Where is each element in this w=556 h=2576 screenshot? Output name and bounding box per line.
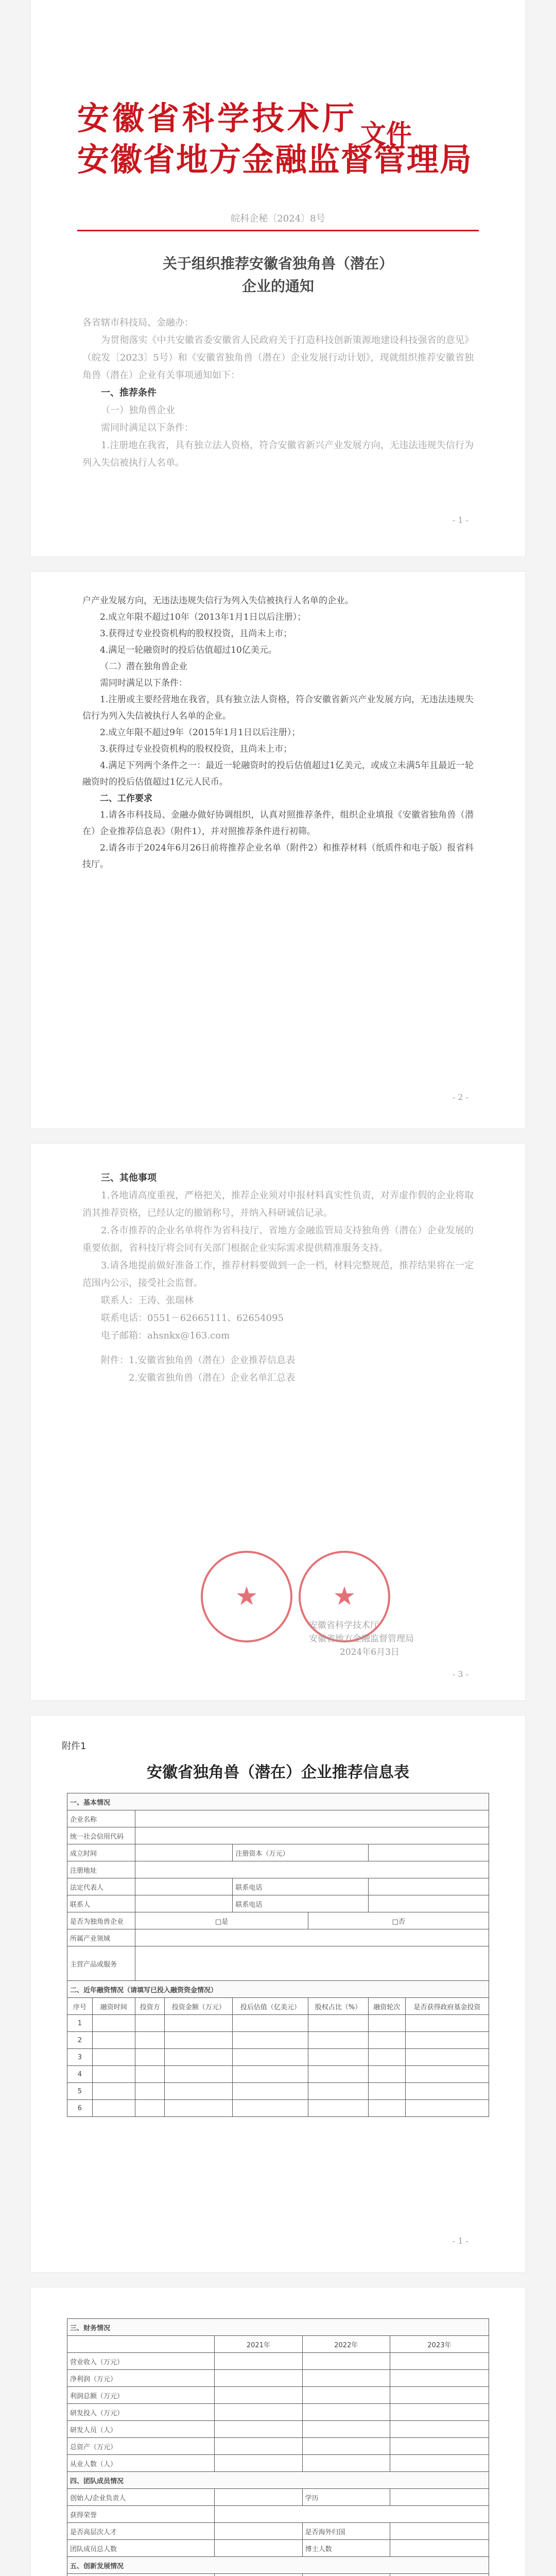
financing-cell[interactable] — [406, 2032, 489, 2049]
document-page-4 — [31, 1716, 525, 2272]
financing-cell[interactable] — [165, 2083, 233, 2100]
financial-value[interactable] — [390, 2455, 489, 2472]
field-label: 联系电话 — [233, 1878, 368, 1895]
field-label: 博士人数 — [302, 2540, 390, 2557]
financing-column-header: 股权占比（%） — [308, 1998, 368, 2015]
official-seal-1: ★ — [201, 1551, 292, 1642]
page-number: - 1 - — [452, 2236, 468, 2246]
field-label: 学历 — [302, 2489, 390, 2506]
financing-cell[interactable] — [135, 2083, 165, 2100]
document-page-3 — [31, 1144, 525, 1700]
document-page-5 — [31, 2287, 525, 2576]
financial-item: 研发人员（人） — [67, 2421, 215, 2438]
financing-column-header: 是否获得政府基金投资 — [406, 1998, 489, 2015]
intro-paragraph: 为贯彻落实《中共安徽省委安徽省人民政府关于打造科技创新策源地建设科技强省的意见》（皖发〔2023〕5号）和《安徽省独角兽（潜在）企业发展行动计划》，现就组织推荐安徽省独角兽（潜在）企业有关事项通知如下： — [82, 335, 474, 381]
financing-row — [67, 2066, 489, 2083]
financial-value[interactable] — [302, 2455, 390, 2472]
page-number: - 1 - — [452, 515, 468, 525]
notice-title-line-1: 关于组织推荐安徽省独角兽（潜在） — [162, 255, 393, 272]
requirement-text: 2.请各市于2024年6月26日前将推荐企业名单（附件2）和推荐材料（纸质件和电子版）报省科技厅。 — [82, 843, 474, 870]
header-line-2: 安徽省地方金融监督管理局 — [77, 141, 473, 178]
condition-text: 4.满足下列两个条件之一：最近一轮融资时的投后估值超过1亿美元，或成立未满5年且最近一轮融资时的投后估值超过1亿元人民币。 — [82, 760, 474, 787]
contact-label: 联系人： — [101, 1295, 138, 1306]
option-no[interactable]: □否 — [308, 1912, 489, 1929]
document-page-1 — [31, 0, 525, 556]
financing-cell[interactable] — [92, 2032, 135, 2049]
red-divider — [77, 230, 479, 231]
year-header: 2021年 — [215, 2336, 302, 2353]
condition-text: 1.注册地在我省，具有独立法人资格，符合安徽省新兴产业发展方向，无违法违规失信行为列入失信被执行人名单。 — [82, 440, 474, 468]
financing-cell[interactable] — [165, 2100, 233, 2117]
financial-item: 营业收入（万元） — [67, 2353, 215, 2370]
subsection-heading-1: （一）独角兽企业 — [101, 405, 175, 416]
field-value[interactable] — [368, 1878, 489, 1895]
financing-cell[interactable] — [92, 2083, 135, 2100]
field-value[interactable] — [135, 1946, 489, 1981]
field-value[interactable] — [390, 2489, 489, 2506]
financial-row — [67, 2387, 489, 2404]
financial-item: 总资产（万元） — [67, 2438, 215, 2455]
financing-cell[interactable] — [165, 2032, 233, 2049]
email-label: 电子邮箱： — [101, 1330, 147, 1341]
financial-value[interactable] — [302, 2421, 390, 2438]
field-label: 获得荣誉 — [67, 2506, 215, 2523]
financing-column-header: 序号 — [67, 1998, 93, 2015]
condition-text: 2.成立年限不超过9年（2015年1月1日以后注册）； — [100, 727, 301, 738]
row-index: 1 — [67, 2015, 93, 2032]
field-label: 注册资本（万元） — [233, 1844, 368, 1861]
page-number: - 3 - — [452, 1669, 468, 1679]
financial-value[interactable] — [302, 2370, 390, 2387]
row-index: 3 — [67, 2049, 93, 2066]
financing-cell[interactable] — [233, 2100, 308, 2117]
financial-value[interactable] — [390, 2421, 489, 2438]
field-label: 注册地址 — [67, 1861, 135, 1878]
form-title: 安徽省独角兽（潜在）企业推荐信息表 — [147, 1764, 409, 1782]
official-seal-2: ★ — [299, 1551, 390, 1642]
field-label — [67, 2574, 215, 2576]
notice-title-line-2: 企业的通知 — [241, 278, 314, 295]
financial-item: 研发投入（万元） — [67, 2404, 215, 2421]
field-value[interactable] — [368, 1844, 489, 1861]
financing-cell[interactable] — [368, 2049, 405, 2066]
financial-item: 利润总额（万元） — [67, 2387, 215, 2404]
financing-cell[interactable] — [233, 2015, 308, 2032]
phone: 0551－62665111、62654095 — [147, 1313, 284, 1324]
field-value[interactable] — [135, 1878, 233, 1895]
financing-cell[interactable] — [368, 2032, 405, 2049]
financing-cell[interactable] — [135, 2049, 165, 2066]
field-value[interactable] — [390, 2523, 489, 2540]
attachment-label: 附件： — [101, 1355, 129, 1366]
year-header: 2023年 — [390, 2336, 489, 2353]
financial-form-table — [67, 2318, 489, 2576]
financing-row — [67, 2032, 489, 2049]
financial-value[interactable] — [390, 2404, 489, 2421]
financing-row — [67, 2100, 489, 2117]
field-label: 统一社会信用代码 — [67, 1827, 135, 1844]
header-suffix: 文件 — [360, 118, 412, 149]
field-label — [302, 2574, 390, 2576]
attachment-number: 附件1 — [62, 1741, 86, 1752]
financial-item: 净利润（万元） — [67, 2370, 215, 2387]
field-value[interactable] — [135, 1810, 489, 1827]
subsection-note: 需同时满足以下条件： — [100, 678, 187, 688]
field-value[interactable] — [135, 1827, 489, 1844]
other-item: 1.各地请高度重视，严格把关，推荐企业须对申报材料真实性负责，对弄虚作假的企业将取消其推荐资格，已经认定的撤销称号，并纳入科研诚信记录。 — [82, 1190, 474, 1218]
field-value[interactable] — [135, 1929, 489, 1946]
option-yes[interactable]: □是 — [135, 1912, 308, 1929]
field-label: 法定代表人 — [67, 1878, 135, 1895]
financial-value[interactable] — [215, 2370, 302, 2387]
financing-cell[interactable] — [308, 2100, 368, 2117]
financing-row — [67, 2015, 489, 2032]
field-value[interactable] — [215, 2489, 302, 2506]
field-label: 团队成员总人数 — [67, 2540, 215, 2557]
year-header: 2022年 — [302, 2336, 390, 2353]
financial-value[interactable] — [302, 2438, 390, 2455]
page-number: - 2 - — [452, 1092, 468, 1102]
financial-value[interactable] — [215, 2455, 302, 2472]
financing-cell[interactable] — [135, 2100, 165, 2117]
other-item: 2.各市推荐的企业名单将作为省科技厅、省地方金融监管局支持独角兽（潜在）企业发展的重要依据，省科技厅将会同有关部门根据企业实际需求提供精准服务支持。 — [82, 1225, 474, 1253]
financing-cell[interactable] — [233, 2066, 308, 2083]
financing-cell[interactable] — [406, 2083, 489, 2100]
financing-column-header: 投资方 — [135, 1998, 165, 2015]
financing-cell[interactable] — [406, 2049, 489, 2066]
financing-cell[interactable] — [165, 2015, 233, 2032]
section-basic-info: 一、基本情况 — [67, 1793, 489, 1810]
financing-cell[interactable] — [368, 2100, 405, 2117]
header-line-1: 安徽省科学技术厅 — [77, 99, 358, 137]
financing-cell[interactable] — [368, 2083, 405, 2100]
section-heading-2: 二、工作要求 — [100, 793, 152, 804]
financial-value[interactable] — [215, 2438, 302, 2455]
field-label: 成立时间 — [67, 1844, 135, 1861]
financing-row — [67, 2049, 489, 2066]
financial-row — [67, 2455, 489, 2472]
section-heading-3: 三、其他事项 — [101, 1173, 157, 1183]
field-value[interactable] — [135, 1844, 233, 1861]
financial-value[interactable] — [390, 2353, 489, 2370]
field-value[interactable] — [215, 2506, 489, 2523]
financing-cell[interactable] — [308, 2083, 368, 2100]
financing-cell[interactable] — [92, 2049, 135, 2066]
field-label: 企业名称 — [67, 1810, 135, 1827]
field-label: 是否为独角兽企业 — [67, 1912, 135, 1929]
issue-date: 2024年6月3日 — [340, 1647, 399, 1657]
financing-column-header: 投资金额（万元） — [165, 1998, 233, 2015]
financing-cell[interactable] — [233, 2032, 308, 2049]
field-label: 联系电话 — [233, 1895, 368, 1912]
subsection-heading-2: （二）潜在独角兽企业 — [100, 662, 187, 672]
signature-2: 安徽省地方金融监督管理局 — [309, 1634, 414, 1644]
other-item: 3.请各地提前做好准备工作，推荐材料要做到一企一档，材料完整规范，推荐结果将在一定范围内公示，接受社会监督。 — [82, 1260, 474, 1289]
row-index: 4 — [67, 2066, 93, 2083]
financing-cell[interactable] — [368, 2066, 405, 2083]
financing-cell[interactable] — [92, 2015, 135, 2032]
financing-column-header: 融资轮次 — [368, 1998, 405, 2015]
financing-cell[interactable] — [308, 2032, 368, 2049]
financing-cell[interactable] — [308, 2015, 368, 2032]
financing-column-header: 融资时间 — [92, 1998, 135, 2015]
field-value[interactable] — [390, 2540, 489, 2557]
condition-text: 4.满足一轮融资时的投后估值超过10亿美元。 — [100, 645, 277, 655]
row-index: 5 — [67, 2083, 93, 2100]
financing-cell[interactable] — [308, 2066, 368, 2083]
financing-cell[interactable] — [135, 2015, 165, 2032]
field-label — [215, 2574, 302, 2576]
financing-cell[interactable] — [406, 2015, 489, 2032]
financing-column-header: 投后估值（亿美元） — [233, 1998, 308, 2015]
financing-cell[interactable] — [233, 2083, 308, 2100]
financial-value[interactable] — [390, 2387, 489, 2404]
financing-cell[interactable] — [368, 2015, 405, 2032]
subsection-note: 需同时满足以下条件： — [101, 422, 194, 433]
financial-value[interactable] — [215, 2404, 302, 2421]
financial-value[interactable] — [215, 2353, 302, 2370]
financial-value[interactable] — [390, 2370, 489, 2387]
document-page-2 — [31, 572, 525, 1128]
attachment-2: 2.安徽省独角兽（潜在）企业名单汇总表 — [129, 1372, 296, 1383]
section-innovation: 五、创新发展情况 — [67, 2557, 489, 2574]
financial-value[interactable] — [390, 2438, 489, 2455]
section-team: 四、团队成员情况 — [67, 2472, 489, 2489]
field-value[interactable] — [215, 2540, 302, 2557]
financing-row — [67, 2083, 489, 2100]
financial-item: 从业人数（人） — [67, 2455, 215, 2472]
field-label: 主营产品或服务 — [67, 1946, 135, 1981]
field-label: 创始人/企业负责人 — [67, 2489, 215, 2506]
field-value[interactable] — [135, 1895, 233, 1912]
financing-cell[interactable] — [92, 2066, 135, 2083]
financial-row — [67, 2438, 489, 2455]
phone-label: 联系电话： — [101, 1313, 147, 1324]
field-value[interactable] — [135, 1861, 489, 1878]
field-label: 是否高层次人才 — [67, 2523, 215, 2540]
financing-cell[interactable] — [92, 2100, 135, 2117]
section-heading-1: 一、推荐条件 — [101, 387, 157, 398]
attachment-1: 1.安徽省独角兽（潜在）企业推荐信息表 — [129, 1355, 296, 1366]
condition-text: 1.注册或主要经营地在我省，具有独立法人资格，符合安徽省新兴产业发展方向，无违法违规失信行为列入失信被执行人名单的企业。 — [82, 694, 474, 721]
financing-cell[interactable] — [135, 2032, 165, 2049]
field-label — [390, 2574, 489, 2576]
financial-row — [67, 2353, 489, 2370]
requirement-text: 1.请各市科技局、金融办做好协调组织，认真对照推荐条件，组织企业填报《安徽省独角兽（潜在）企业推荐信息表》（附件1），并对照推荐条件进行初筛。 — [82, 810, 474, 837]
contact-name: 王涛、张瑞林 — [138, 1295, 194, 1306]
condition-text: 3.获得过专业投资机构的股权投资，且尚未上市； — [100, 744, 292, 754]
financial-row — [67, 2404, 489, 2421]
financial-row — [67, 2421, 489, 2438]
financial-value[interactable] — [302, 2404, 390, 2421]
financial-value[interactable] — [302, 2387, 390, 2404]
recommendation-form-table — [67, 1793, 489, 2117]
condition-text: 户产业发展方向，无违法违规失信行为列入失信被执行人名单的企业。 — [82, 596, 354, 606]
financing-cell[interactable] — [308, 2049, 368, 2066]
signature-1: 安徽省科学技术厅 — [309, 1620, 379, 1631]
field-value[interactable] — [368, 1895, 489, 1912]
salutation: 各省辖市科技局、金融办： — [82, 317, 194, 328]
field-label: 联系人 — [67, 1895, 135, 1912]
financial-row — [67, 2370, 489, 2387]
document-number: 皖科企秘〔2024〕8号 — [231, 213, 325, 224]
field-label: 所属产业领域 — [67, 1929, 135, 1946]
financial-value[interactable] — [215, 2387, 302, 2404]
financing-cell[interactable] — [406, 2066, 489, 2083]
section-financing: 二、近年融资情况（请填写已投入融资资金情况） — [67, 1981, 489, 1998]
row-index: 2 — [67, 2032, 93, 2049]
section-financial: 三、财务情况 — [67, 2319, 489, 2336]
financing-cell[interactable] — [165, 2049, 233, 2066]
field-label: 是否海外归国 — [302, 2523, 390, 2540]
condition-text: 3.获得过专业投资机构的股权投资，且尚未上市； — [100, 629, 292, 639]
financing-cell[interactable] — [406, 2100, 489, 2117]
financial-value[interactable] — [302, 2353, 390, 2370]
condition-text: 2.成立年限不超过10年（2013年1月1日以后注册）； — [100, 612, 306, 622]
row-index: 6 — [67, 2100, 93, 2117]
financing-cell[interactable] — [233, 2049, 308, 2066]
financing-cell[interactable] — [165, 2066, 233, 2083]
financial-value[interactable] — [215, 2421, 302, 2438]
email: ahsnkx@163.com — [147, 1330, 230, 1341]
field-value[interactable] — [215, 2523, 302, 2540]
financing-cell[interactable] — [135, 2066, 165, 2083]
